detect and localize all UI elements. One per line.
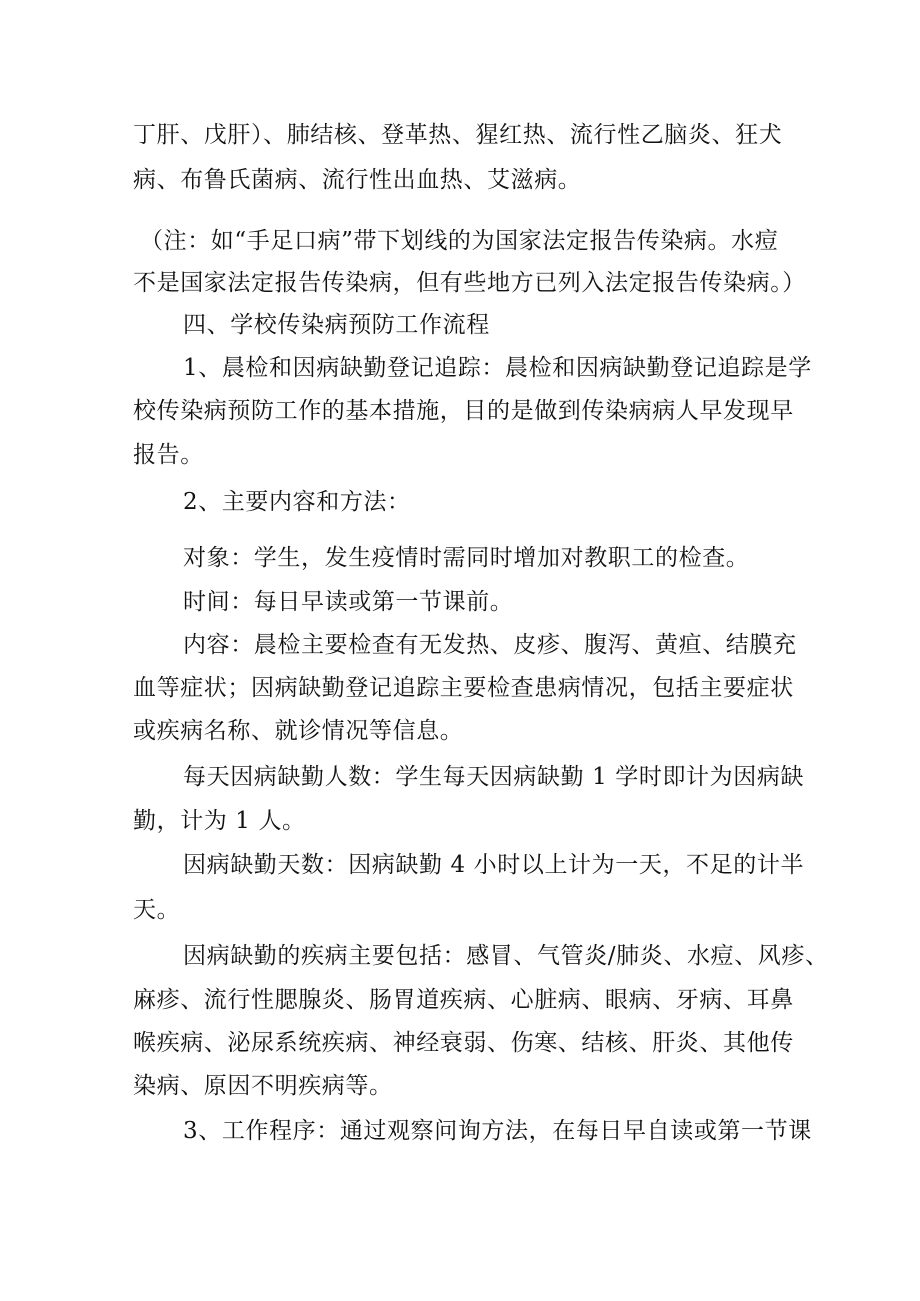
text-line: 校传染病预防工作的基本措施，目的是做到传染病病人早发现早	[133, 398, 794, 424]
section-heading: 四、学校传染病预防工作流程	[183, 312, 490, 338]
text-line: 喉疾病、泌尿系统疾病、神经衰弱、伤寒、结核、肝炎、其他传	[133, 1030, 794, 1056]
text-line: 染病、原因不明疾病等。	[133, 1073, 393, 1099]
text-line: 丁肝、戊肝）、肺结核、登革热、猩红热、流行性乙脑炎、狂犬	[133, 122, 783, 148]
text-line: 病、布鲁氏菌病、流行性出血热、艾滋病。	[133, 167, 582, 193]
text-line: 内容：晨检主要检查有无发热、皮疹、腹泻、黄疸、结膜充	[183, 632, 797, 658]
text-line: 天。	[133, 897, 181, 923]
text-line: 每天因病缺勤人数：学生每天因病缺勤 1 学时即计为因病缺	[183, 764, 805, 790]
text-line: 3、工作程序：通过观察问询方法，在每日早自读或第一节课	[183, 1118, 812, 1144]
note-line: （注：如“手足口病”带下划线的为国家法定报告传染病。水痘	[140, 228, 779, 254]
text-line: 2、主要内容和方法：	[183, 489, 411, 515]
text-line: 对象：学生，发生疫情时需同时增加对教职工的检查。	[183, 545, 750, 571]
text-line: 因病缺勤的疾病主要包括：感冒、气管炎/肺炎、水痘、风疹、	[183, 943, 829, 969]
text-line: 勤，计为 1 人。	[133, 808, 306, 834]
text-line: 麻疹、流行性腮腺炎、肠胃道疾病、心脏病、眼病、牙病、耳鼻	[133, 987, 794, 1013]
text-line: 时间：每日早读或第一节课前。	[183, 589, 514, 615]
text-line: 报告。	[133, 442, 204, 468]
note-line: 不是国家法定报告传染病，但有些地方已列入法定报告传染病。）	[133, 270, 806, 296]
text-line: 血等症状；因病缺勤登记追踪主要检查患病情况，包括主要症状	[133, 675, 794, 701]
text-line: 或疾病名称、就诊情况等信息。	[133, 718, 464, 744]
text-line: 因病缺勤天数：因病缺勤 4 小时以上计为一天，不足的计半	[183, 852, 805, 878]
text-line: 1、晨检和因病缺勤登记追踪：晨检和因病缺勤登记追踪是学	[183, 355, 812, 381]
